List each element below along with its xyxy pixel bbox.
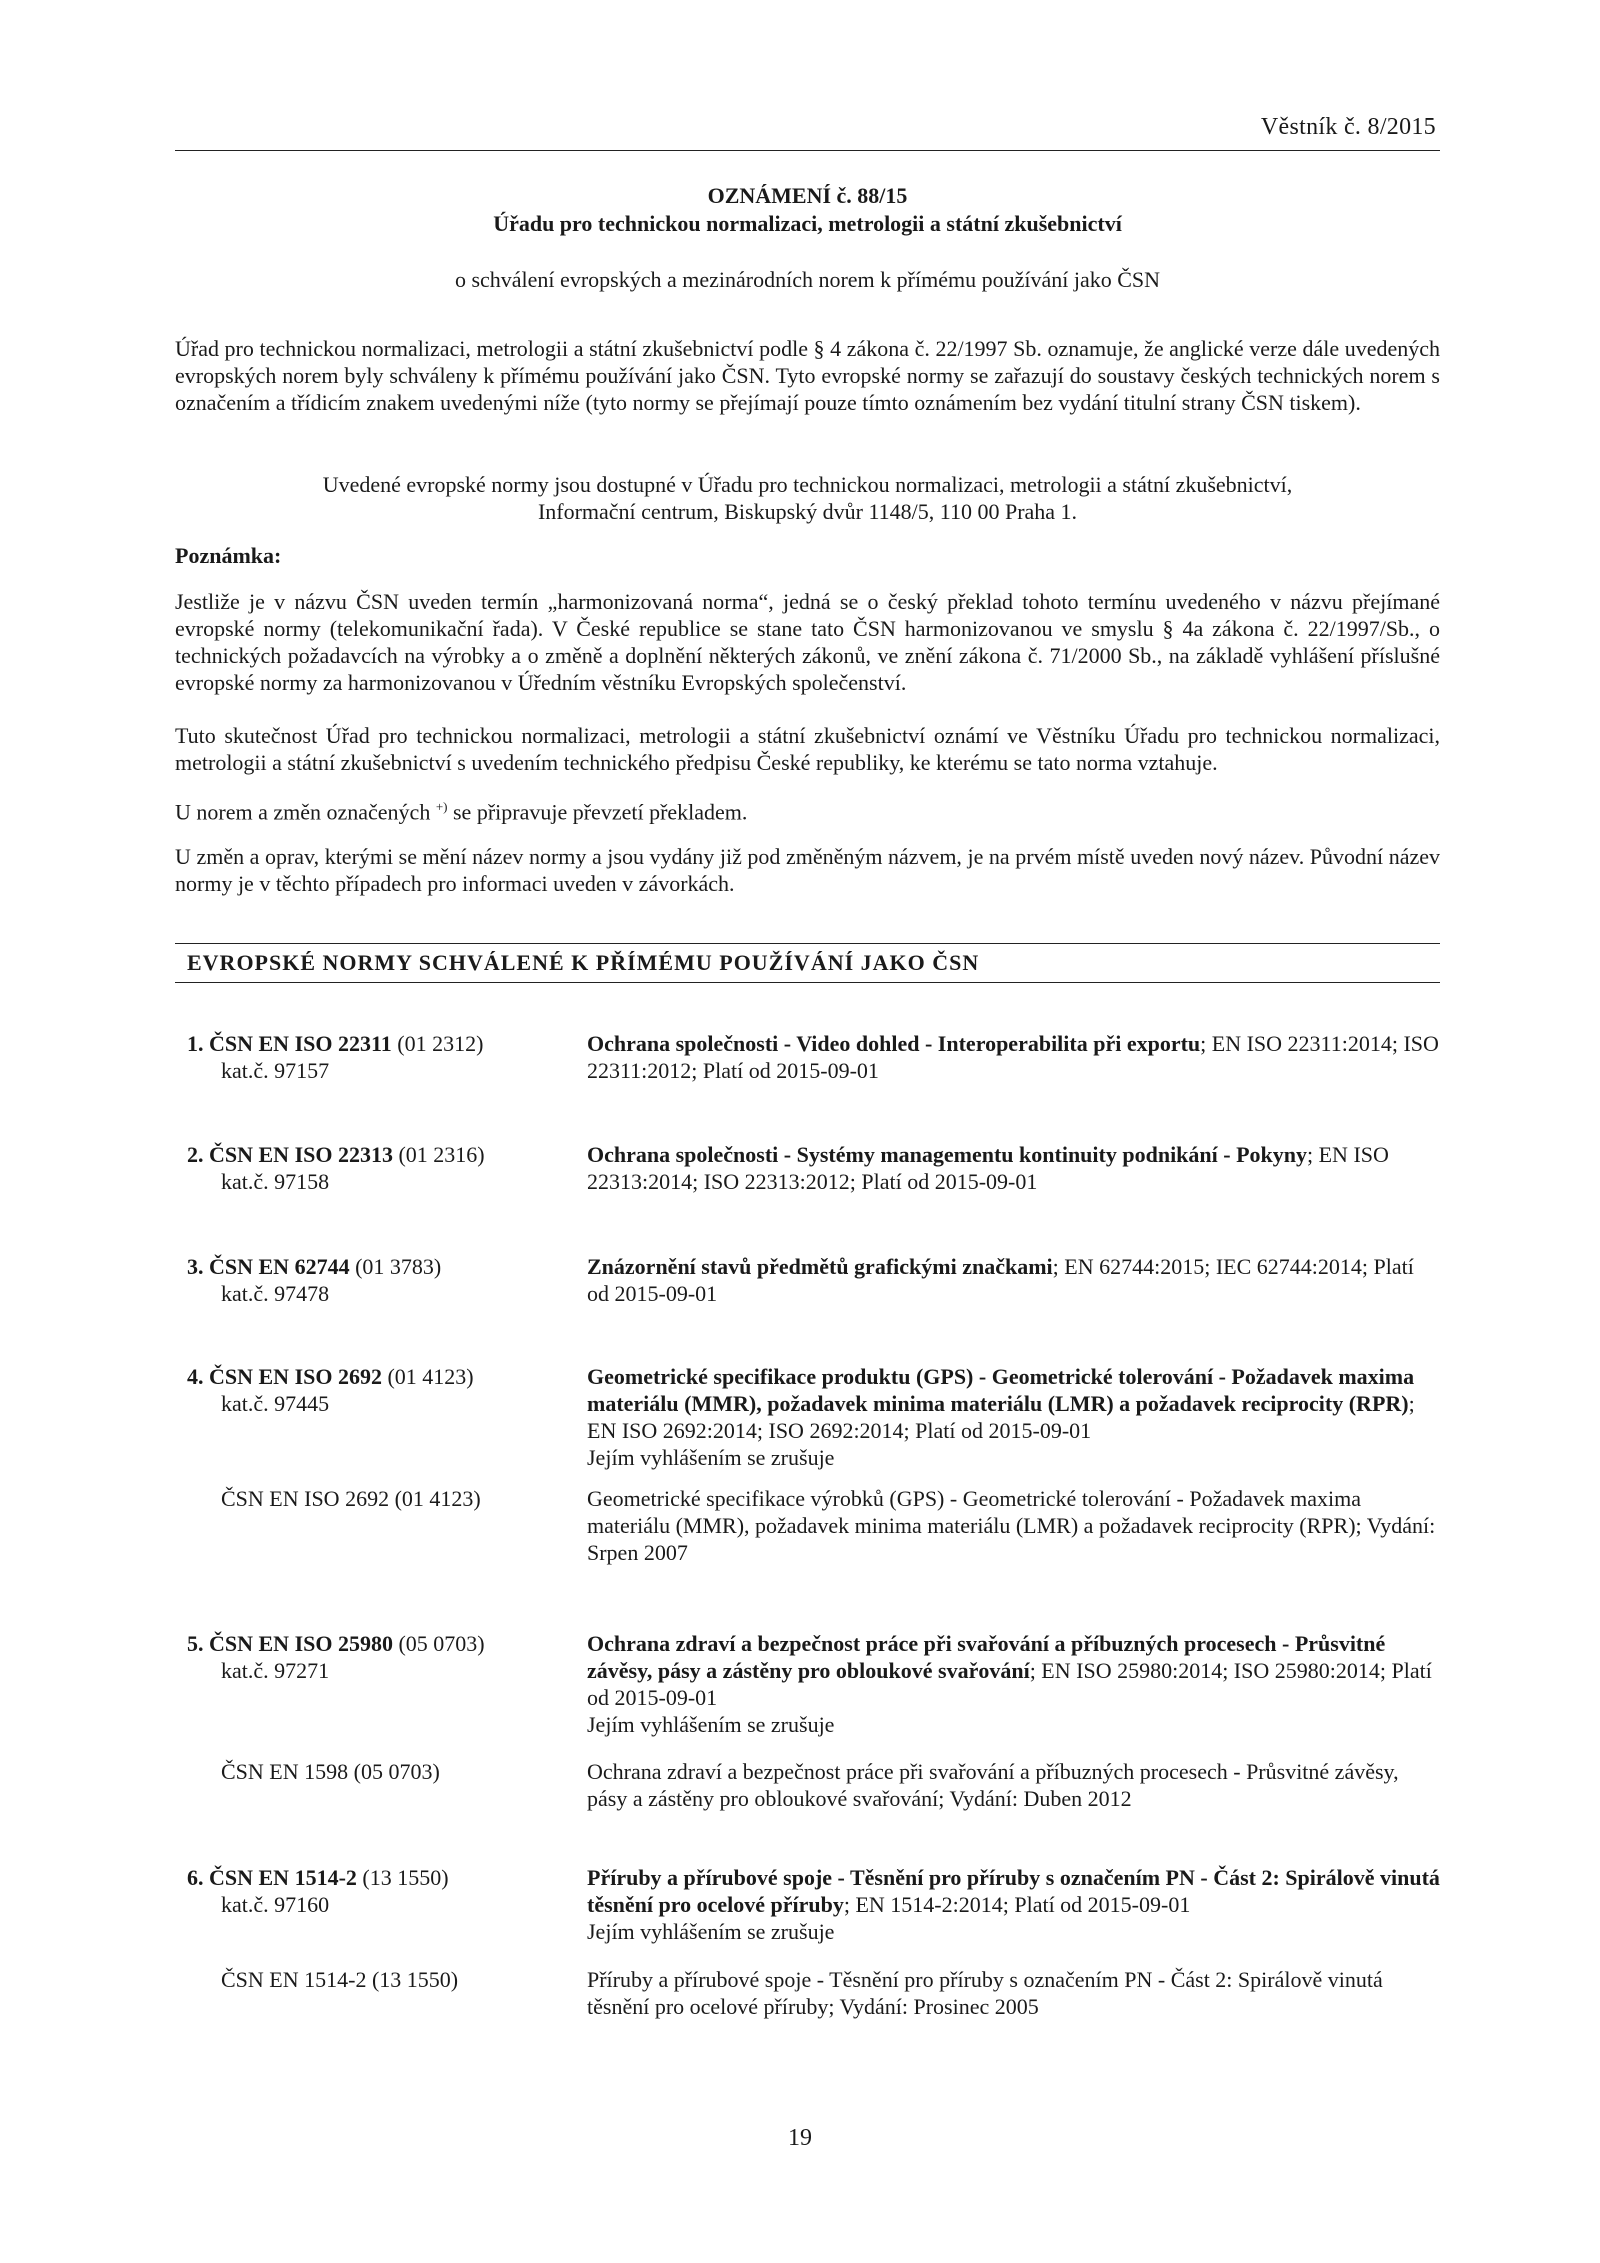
- page-number: 19: [788, 2125, 812, 2151]
- announcement-title-block: [175, 182, 1440, 294]
- norm-title-rest: ; EN ISO 22311:2014; ISO 22311:2012; Platí od 2015-09-01: [587, 1031, 1439, 1083]
- availability-line-1: Uvedené evropské normy jsou dostupné v Úřadu pro technickou normalizaci, metrologii a státní zkušebnictví,: [322, 472, 1293, 497]
- norm-id: [187, 1363, 577, 1417]
- norm-number: 5. ČSN EN ISO 25980: [187, 1631, 393, 1656]
- replaced-norm-title: Geometrické specifikace výrobků (GPS) - Geometrické tolerování - Požadavek maxima materiálu (MMR), požadavek minima materiálu (LMR) a požadavek reciprocity (RPR); Vydání: Srpen 2007: [587, 1486, 1436, 1565]
- translation-note-after: se připravuje převzetí překladem.: [447, 799, 748, 825]
- norm-id: [187, 1141, 577, 1195]
- note-paragraph-2: Tuto skutečnost Úřad pro technickou normalizaci, metrologii a státní zkušebnictví oznámí ve Věstníku Úřadu pro technickou normalizaci, metrologii a státní zkušebnictví s uvedením technického předpisu České republiky, ke kterému se tato norma vztahuje.: [175, 723, 1440, 775]
- norm-id: [187, 1030, 577, 1084]
- norm-title: [587, 1363, 1440, 1471]
- announcement-office: Úřadu pro technickou normalizaci, metrologii a státní zkušebnictví: [493, 211, 1122, 236]
- norm-code: (05 0703): [392, 1631, 485, 1656]
- norm-id: [187, 1630, 577, 1684]
- norm-title-rest: ; EN ISO 22313:2014; ISO 22313:2012; Platí od 2015-09-01: [587, 1142, 1389, 1194]
- norm-title-bold: Geometrické specifikace produktu (GPS) - Geometrické tolerování - Požadavek maxima materiálu (MMR), požadavek minima materiálu (LMR) a požadavek reciprocity (RPR): [587, 1364, 1415, 1416]
- norm-title-rest: ; EN ISO 25980:2014; ISO 25980:2014; Platí od 2015-09-01: [587, 1658, 1432, 1710]
- catalog-number: kat.č. 97160: [221, 1892, 330, 1917]
- availability-line-2: Informační centrum, Biskupský dvůr 1148/5, 110 00 Praha 1.: [537, 499, 1078, 524]
- replaced-norm-title: Ochrana zdraví a bezpečnost práce při svařování a příbuzných procesech - Průsvitné závěsy, pásy a zástěny pro obloukové svařování; Vydání: Duben 2012: [587, 1759, 1399, 1811]
- norm-title-bold: Ochrana společnosti - Video dohled - Interoperabilita při exportu: [587, 1031, 1201, 1056]
- norm-title: [587, 1630, 1440, 1738]
- announcement-subject: o schválení evropských a mezinárodních norem k přímému používání jako ČSN: [454, 267, 1161, 292]
- norm-title: [587, 1030, 1440, 1084]
- norm-id: [187, 1864, 577, 1918]
- announcement-number: OZNÁMENÍ č. 88/15: [707, 183, 908, 208]
- norm-code: (13 1550): [356, 1865, 449, 1890]
- issue-label: Věstník č. 8/2015: [1260, 114, 1436, 140]
- replaced-norm-id: ČSN EN ISO 2692 (01 4123): [221, 1486, 481, 1511]
- norm-number: 4. ČSN EN ISO 2692: [187, 1364, 382, 1389]
- norm-title: [587, 1864, 1440, 1945]
- note-paragraph-1: Jestliže je v názvu ČSN uveden termín „harmonizovaná norma“, jedná se o český překlad tohoto termínu uvedeného v názvu přejímané evropské normy (telekomunikační řada). V České republice se stane tato ČSN harmonizovanou ve smyslu § 4a zákona č. 22/1997/Sb., o technických požadavcích na výrobky a o změně a doplnění některých zákonů, ve znění zákona č. 71/2000 Sb., na základě vyhlášení příslušné evropské normy za harmonizovanou v Úředním věstníku Evropských společenství.: [175, 589, 1440, 695]
- catalog-number: kat.č. 97157: [221, 1058, 330, 1083]
- norm-title-bold: Znázornění stavů předmětů grafickými značkami: [587, 1254, 1053, 1279]
- cancellation-note: Jejím vyhlášením se zrušuje: [587, 1919, 835, 1944]
- norm-title-bold: Ochrana zdraví a bezpečnost práce při svařování a příbuzných procesech - Průsvitné závěsy, pásy a zástěny pro obloukové svařování: [587, 1631, 1386, 1683]
- norm-title-bold: Ochrana společnosti - Systémy managementu kontinuity podnikání - Pokyny: [587, 1142, 1307, 1167]
- norm-code: (01 2312): [391, 1031, 484, 1056]
- norm-code: (01 2316): [392, 1142, 485, 1167]
- cancellation-note: Jejím vyhlášením se zrušuje: [587, 1445, 835, 1470]
- norm-title: [587, 1253, 1440, 1307]
- catalog-number: kat.č. 97158: [221, 1169, 330, 1194]
- norm-title-rest: ; EN ISO 2692:2014; ISO 2692:2014; Platí od 2015-09-01: [587, 1391, 1415, 1443]
- norm-number: 1. ČSN EN ISO 22311: [187, 1031, 392, 1056]
- replaced-norm-id: ČSN EN 1514-2 (13 1550): [221, 1967, 459, 1992]
- cancellation-note: Jejím vyhlášením se zrušuje: [587, 1712, 835, 1737]
- translation-note-before: U norem a změn označených: [175, 799, 436, 825]
- availability-note: [175, 471, 1440, 525]
- catalog-number: kat.č. 97445: [221, 1391, 330, 1416]
- norm-number: 6. ČSN EN 1514-2: [187, 1865, 357, 1890]
- norm-id: [187, 1253, 577, 1307]
- norm-code: (01 3783): [349, 1254, 442, 1279]
- norm-code: (01 4123): [381, 1364, 474, 1389]
- section-title: EVROPSKÉ NORMY SCHVÁLENÉ K PŘÍMÉMU POUŽÍVÁNÍ JAKO ČSN: [175, 943, 1440, 983]
- translation-mark: +): [435, 799, 448, 814]
- replaced-norm-title: Příruby a přírubové spoje - Těsnění pro příruby s označením PN - Část 2: Spirálově vinutá těsnění pro ocelové příruby; Vydání: Prosinec 2005: [587, 1967, 1383, 2019]
- intro-paragraph: Úřad pro technickou normalizaci, metrologii a státní zkušebnictví podle § 4 zákona č. 22/1997 Sb. oznamuje, že anglické verze dále uvedených evropských norem byly schváleny k přímému používání jako ČSN. Tyto evropské normy se zařazují do soustavy českých technických norem s označením a třídicím znakem uvedenými níže (tyto normy se přejímají pouze tímto oznámením bez vydání titulní strany ČSN tiskem).: [175, 336, 1440, 415]
- norm-title-rest: ; EN 62744:2015; IEC 62744:2014; Platí od 2015-09-01: [587, 1254, 1414, 1306]
- norm-title: [587, 1141, 1440, 1195]
- translation-note: [175, 793, 1440, 825]
- replaced-norm-id: ČSN EN 1598 (05 0703): [221, 1759, 440, 1784]
- page-header: [175, 112, 1440, 151]
- note-paragraph-3: U změn a oprav, kterými se mění název normy a jsou vydány již pod změněným názvem, je na prvém místě uveden nový název. Původní název normy je v těchto případech pro informaci uveden v závorkách.: [175, 844, 1440, 896]
- catalog-number: kat.č. 97478: [221, 1281, 330, 1306]
- norm-number: 3. ČSN EN 62744: [187, 1254, 350, 1279]
- note-label: Poznámka:: [175, 543, 282, 568]
- norm-number: 2. ČSN EN ISO 22313: [187, 1142, 393, 1167]
- catalog-number: kat.č. 97271: [221, 1658, 330, 1683]
- norm-title-bold: Příruby a přírubové spoje - Těsnění pro příruby s označením PN - Část 2: Spirálově vinutá těsnění pro ocelové příruby: [587, 1865, 1440, 1917]
- norm-title-rest: ; EN 1514-2:2014; Platí od 2015-09-01: [843, 1892, 1191, 1917]
